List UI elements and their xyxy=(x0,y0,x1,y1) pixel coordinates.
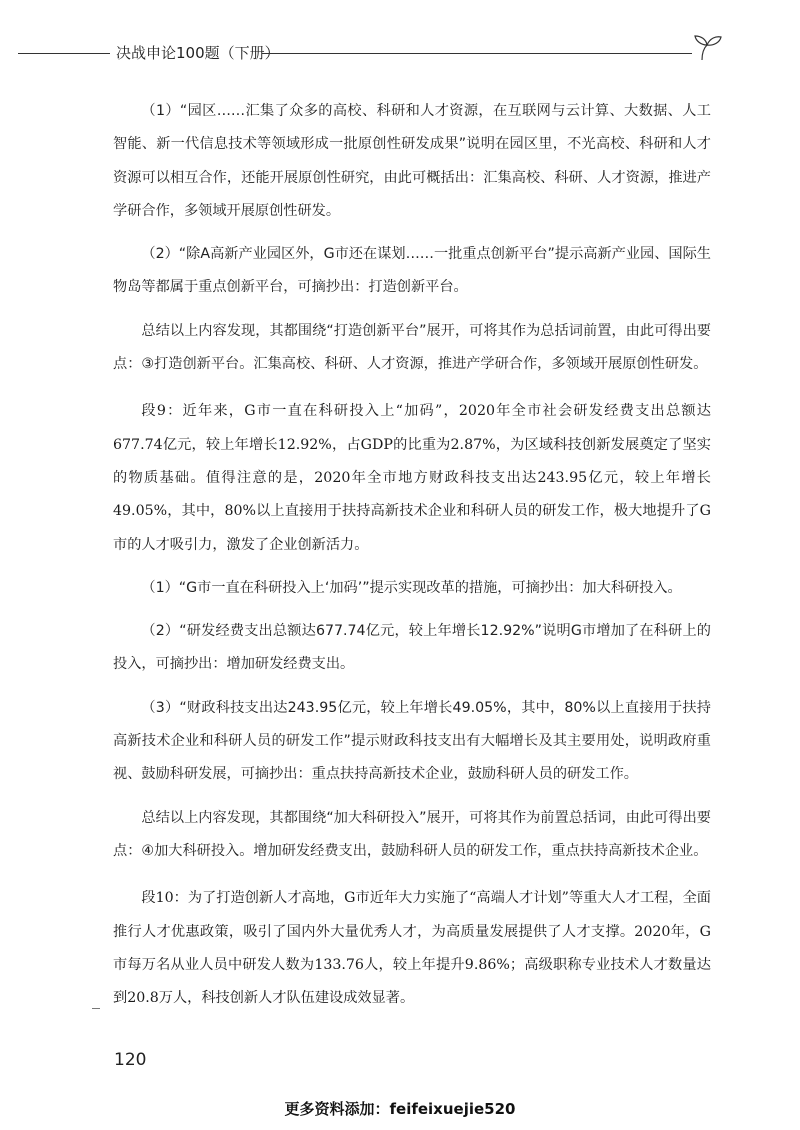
paragraph: （1）“园区……汇集了众多的高校、科研和人才资源，在互联网与云计算、大数据、人工智能、新一代信息技术等领域形成一批原创性研发成果”说明在园区里，不光高校、科研和人才资源可以相互合作，还能开展原创性研究，由此可概括出：汇集高校、科研、人才资源，推进产学研合作，多领域开展原创性研发。 xyxy=(113,103,711,219)
header-rule-left xyxy=(18,53,110,54)
paragraph: （2）“除A高新产业园区外，G市还在谋划……一批重点创新平台”提示高新产业园、国际生物岛等都属于重点创新平台，可摘抄出：打造创新平台。 xyxy=(113,246,711,296)
source-paragraph: 段10：为了打造创新人才高地，G市近年大力实施了“高端人才计划”等重大人才工程，全面推行人才优惠政策，吸引了国内外大量优秀人才，为高质量发展提供了人才支撑。2020年，G市每万名从业人员中研发人数为133.76人，较上年提升9.86%；高级职称专业技术人才数量达到20.8万人，科技创新人才队伍建设成效显著。 xyxy=(113,890,711,1007)
header-rule-right xyxy=(262,53,692,54)
page-number: 120 xyxy=(114,1050,147,1070)
page-body xyxy=(113,95,711,1015)
sprout-icon xyxy=(690,32,724,62)
margin-mark xyxy=(92,1008,100,1009)
paragraph: （3）“财政科技支出达243.95亿元，较上年增长49.05%，其中，80%以上直接用于扶持高新技术企业和科研人员的研发工作”提示财政科技支出有大幅增长及其主要用处，说明政府重视、鼓励科研发展，可摘抄出：重点扶持高新技术企业，鼓励科研人员的研发工作。 xyxy=(113,699,711,783)
paragraph: （1）“G市一直在科研投入上‘加码’”提示实现改革的措施，可摘抄出：加大科研投入。 xyxy=(141,579,682,596)
book-title: 决战申论100题（下册） xyxy=(116,44,280,62)
paragraph: （2）“研发经费支出总额达677.74亿元，较上年增长12.92%”说明G市增加了在科研上的投入，可摘抄出：增加研发经费支出。 xyxy=(113,623,711,673)
footer-note: 更多资料添加：feifeixuejie520 xyxy=(284,1100,516,1118)
source-paragraph: 段9：近年来，G市一直在科研投入上“加码”，2020年全市社会研发经费支出总额达677.74亿元，较上年增长12.92%，占GDP的比重为2.87%，为区域科技创新发展奠定了坚实的物质基础。值得注意的是，2020年全市地方财政科技支出达243.95亿元，较上年增长49.05%，其中，80%以上直接用于扶持高新技术企业和科研人员的研发工作，极大地提升了G市的人才吸引力，激发了企业创新活力。 xyxy=(113,403,711,553)
paragraph: 总结以上内容发现，其都围绕“加大科研投入”展开，可将其作为前置总括词，由此可得出要点：④加大科研投入。增加研发经费支出，鼓励科研人员的研发工作，重点扶持高新技术企业。 xyxy=(113,809,711,859)
running-header xyxy=(0,38,800,68)
paragraph: 总结以上内容发现，其都围绕“打造创新平台”展开，可将其作为总括词前置，由此可得出要点：③打造创新平台。汇集高校、科研、人才资源，推进产学研合作，多领域开展原创性研发。 xyxy=(113,322,711,373)
